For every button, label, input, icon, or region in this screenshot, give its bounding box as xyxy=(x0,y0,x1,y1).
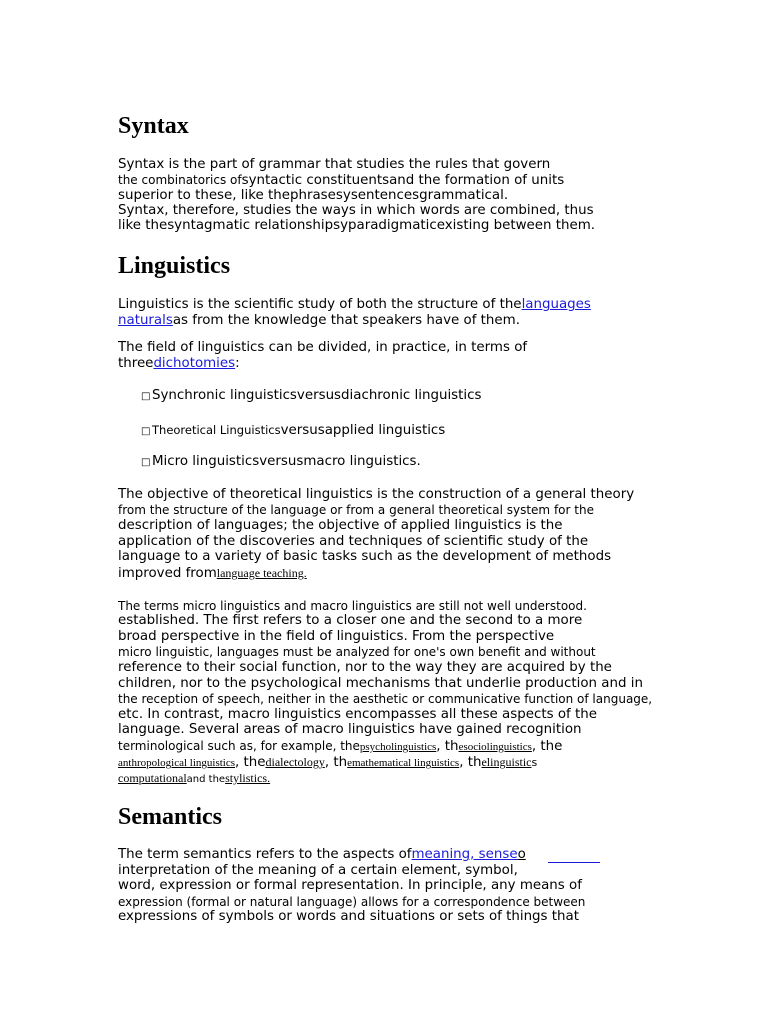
syntax-line-5: like thesyntagmatic relationshipsyparadigmaticexisting between them. xyxy=(118,218,596,233)
syntax-line-3: superior to these, like thephrasesysentencesgrammatical. xyxy=(118,188,509,203)
anthropological-linguistics-link[interactable]: anthropological linguistics xyxy=(118,757,236,769)
psycholinguistics-link[interactable]: psycholinguistics xyxy=(359,741,437,753)
link-underline-blank[interactable] xyxy=(548,848,600,863)
ling-p4-line-2: established. The first refers to a closer one and the second to a more xyxy=(118,613,583,628)
semantics-heading: Semantics xyxy=(118,804,222,830)
meaning-sense-link[interactable]: meaning, sense xyxy=(411,847,518,862)
sem-line-2: interpretation of the meaning of a certain element, symbol, xyxy=(118,863,518,878)
ling-terms-line-1: terminological such as, for example, thepsycholinguistics, thesociolinguistics, the xyxy=(118,739,563,754)
ling-p3-line-6: improved fromlanguage teaching. xyxy=(118,565,321,582)
ling-p4-line-9: language. Several areas of macro linguistics have gained recognition xyxy=(118,722,582,737)
ling-p2-line-1: The field of linguistics can be divided, in practice, in terms of xyxy=(118,340,528,355)
ling-p3-line-4: application of the discoveries and techniques of scientific study of the xyxy=(118,534,589,549)
sem-line-4: expression (formal or natural language) allows for a correspondence between xyxy=(118,895,586,909)
sem-line-1: The term semantics refers to the aspects ofmeaning, senseo xyxy=(118,847,600,863)
ling-p4-line-6: children, nor to the psychological mechanisms that underlie production and in xyxy=(118,676,643,691)
dichotomy-item-theoretical: □ Theoretical Linguisticsversusapplied linguistics xyxy=(141,423,446,438)
ling-terms-line-2: anthropological linguistics, thedialectology, themathematical linguistics, thelinguistics xyxy=(118,755,538,770)
ling-terms-line-3: computationaland thestylistics. xyxy=(118,771,271,785)
linguistics-link[interactable]: elinguistic xyxy=(481,755,532,769)
dichotomy-item-micro: □ Micro linguisticsversusmacro linguistics. xyxy=(141,454,421,469)
computational-link[interactable]: computational xyxy=(118,771,187,785)
bullet-icon: □ xyxy=(141,391,151,402)
dialectology-link[interactable]: dialectology xyxy=(265,755,325,769)
ling-p3-line-5: language to a variety of basic tasks such as the development of methods xyxy=(118,549,612,564)
ling-p3-line-2: from the structure of the language or from a general theoretical system for the xyxy=(118,503,594,517)
ling-p4-line-7: the reception of speech, neither in the aesthetic or communicative function of language, xyxy=(118,692,653,706)
syntax-heading: Syntax xyxy=(118,113,189,139)
mathematical-linguistics-link[interactable]: emathematical linguistics xyxy=(347,757,460,769)
bullet-icon: □ xyxy=(141,426,151,437)
ling-p4-line-4: micro linguistic, languages must be analyzed for one's own benefit and without xyxy=(118,645,596,659)
linguistics-heading: Linguistics xyxy=(118,253,231,279)
ling-p3-line-1: The objective of theoretical linguistics is the construction of a general theory xyxy=(118,487,635,502)
stylistics-link[interactable]: stylistics. xyxy=(225,771,271,785)
ling-p4-line-8: etc. In contrast, macro linguistics encompasses all these aspects of the xyxy=(118,707,597,722)
bullet-icon: □ xyxy=(141,457,151,468)
ling-p4-line-1: The terms micro linguistics and macro linguistics are still not well understood. xyxy=(118,599,587,613)
ling-p4-line-3: broad perspective in the field of linguistics. From the perspective xyxy=(118,629,555,644)
sem-line-3: word, expression or formal representation. In principle, any means of xyxy=(118,878,582,893)
syntax-line-1: Syntax is the part of grammar that studies the rules that govern xyxy=(118,157,551,172)
ling-p4-line-5: reference to their social function, nor to the way they are acquired by the xyxy=(118,660,612,675)
ling-p3-line-3: description of languages; the objective of applied linguistics is the xyxy=(118,518,563,533)
sociolinguistics-link[interactable]: esociolinguistics xyxy=(458,741,532,753)
language-teaching-link[interactable]: language teaching. xyxy=(216,566,307,580)
syntax-line-2: the combinatorics ofsyntactic constituentsand the formation of units xyxy=(118,173,565,188)
dichotomies-link[interactable]: dichotomies xyxy=(153,356,236,371)
ling-p2-line-2: threedichotomies: xyxy=(118,356,240,371)
languages-link[interactable]: languages xyxy=(521,297,591,312)
sem-line-5: expressions of symbols or words and situations or sets of things that xyxy=(118,909,579,924)
naturals-link[interactable]: naturals xyxy=(118,313,173,328)
ling-p1-line-2: naturalsas from the knowledge that speakers have of them. xyxy=(118,313,520,328)
ling-p1-line-1: Linguistics is the scientific study of both the structure of thelanguages xyxy=(118,297,619,313)
dichotomy-item-synchronic: □ Synchronic linguisticsversusdiachronic linguistics xyxy=(141,388,482,403)
syntax-line-4: Syntax, therefore, studies the ways in which words are combined, thus xyxy=(118,203,594,218)
